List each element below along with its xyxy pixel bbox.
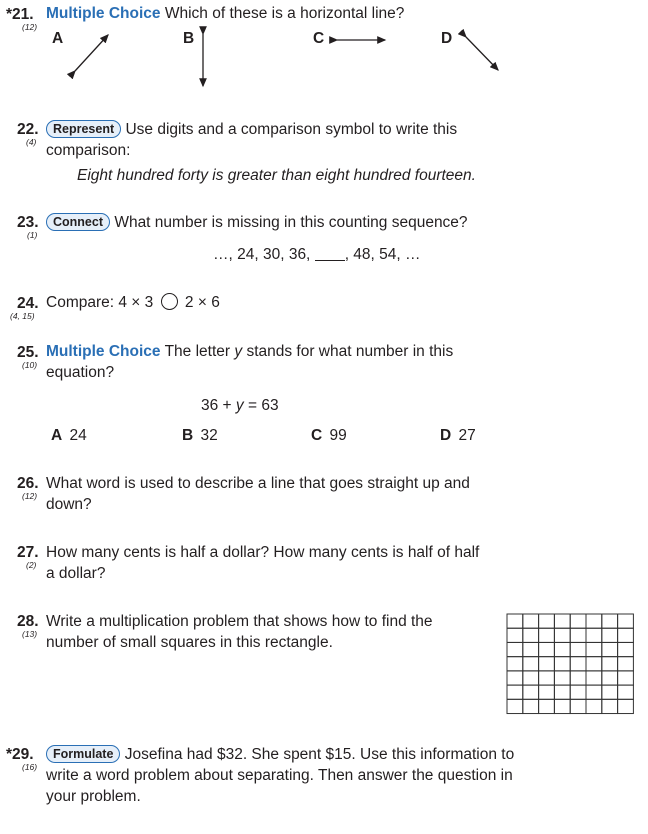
grid-square xyxy=(523,699,539,713)
choice-b-letter: B xyxy=(183,30,195,47)
grid-square xyxy=(618,614,634,628)
question-29-line3: your problem. xyxy=(46,788,141,805)
choice-c-letter: C xyxy=(313,30,325,47)
grid-square xyxy=(554,628,570,642)
question-26-line1: What word is used to describe a line that goes straight up and xyxy=(46,475,470,492)
grid-square xyxy=(507,628,523,642)
grid-square xyxy=(523,671,539,685)
grid-square xyxy=(523,685,539,699)
choice-a-letter: A xyxy=(52,30,64,47)
grid-square xyxy=(602,699,618,713)
question-24-prompt: Compare: 4 × 3 2 × 6 xyxy=(46,294,220,311)
grid-square xyxy=(586,671,602,685)
question-29-line2: write a word problem about separating. Then answer the question in xyxy=(46,767,513,784)
choice-a[interactable]: A 24 xyxy=(51,427,87,444)
question-23-number: 23. xyxy=(17,214,39,231)
grid-square xyxy=(507,685,523,699)
question-29-number: *29. xyxy=(6,746,34,763)
choice-d[interactable]: D 27 xyxy=(440,427,476,444)
choice-d-letter: D xyxy=(441,30,453,47)
grid-square xyxy=(618,628,634,642)
question-26-reference: (12) xyxy=(22,491,38,501)
grid-square xyxy=(602,628,618,642)
question-28-reference: (13) xyxy=(22,629,38,639)
question-24-number: 24. xyxy=(17,295,39,312)
question-26-number: 26. xyxy=(17,475,39,492)
question-22-line2: comparison: xyxy=(46,142,131,159)
grid-square xyxy=(586,628,602,642)
question-25-line1: Multiple Choice The letter y stands for what number in this xyxy=(46,343,454,360)
grid-square xyxy=(539,657,555,671)
grid-square xyxy=(554,685,570,699)
question-21-reference: (12) xyxy=(22,22,38,32)
line-figures xyxy=(0,0,648,100)
question-25-number: 25. xyxy=(17,344,39,361)
choice-b[interactable]: B 32 xyxy=(182,427,218,444)
connect-badge: Connect xyxy=(46,213,110,231)
grid-square xyxy=(586,642,602,656)
grid-square xyxy=(586,699,602,713)
grid-square xyxy=(618,657,634,671)
grid-square xyxy=(602,657,618,671)
counting-sequence: …, 24, 30, 36, , 48, 54, … xyxy=(213,246,421,263)
question-22-line1: Represent Use digits and a comparison symbol to write this xyxy=(46,120,457,140)
grid-square xyxy=(618,642,634,656)
grid-square xyxy=(586,614,602,628)
diagonal-line-d xyxy=(466,37,498,70)
question-22-statement: Eight hundred forty is greater than eight hundred fourteen. xyxy=(77,167,476,184)
multiple-choice-label: Multiple Choice xyxy=(46,5,161,22)
question-28-line2: number of small squares in this rectangle. xyxy=(46,634,333,651)
question-26-line2: down? xyxy=(46,496,92,513)
question-25-reference: (10) xyxy=(22,360,38,370)
choice-c[interactable]: C 99 xyxy=(311,427,347,444)
grid-square xyxy=(554,614,570,628)
grid-square xyxy=(570,628,586,642)
grid-square xyxy=(507,699,523,713)
grid-square xyxy=(507,671,523,685)
grid-square xyxy=(507,657,523,671)
grid-square xyxy=(523,642,539,656)
grid-square xyxy=(586,657,602,671)
grid-square xyxy=(539,614,555,628)
grid-square xyxy=(602,671,618,685)
question-25-line2: equation? xyxy=(46,364,115,381)
question-27-line1: How many cents is half a dollar? How many cents is half of half xyxy=(46,544,480,561)
grid-square xyxy=(523,628,539,642)
grid-square xyxy=(539,628,555,642)
question-24-reference: (4, 15) xyxy=(10,311,35,321)
grid-square xyxy=(554,671,570,685)
grid-square xyxy=(539,685,555,699)
grid-square xyxy=(570,685,586,699)
grid-square xyxy=(523,657,539,671)
grid-square xyxy=(602,642,618,656)
question-28-number: 28. xyxy=(17,613,39,630)
grid-square xyxy=(539,671,555,685)
grid-square xyxy=(618,685,634,699)
comparison-circle[interactable] xyxy=(161,293,178,310)
grid-square xyxy=(554,642,570,656)
diagonal-line-a xyxy=(75,35,108,71)
equation: 36 + y = 63 xyxy=(201,397,279,414)
question-21-number: *21. xyxy=(6,6,34,23)
grid-square xyxy=(618,699,634,713)
grid-square xyxy=(570,671,586,685)
grid-square xyxy=(602,614,618,628)
question-29-reference: (16) xyxy=(22,762,38,772)
grid-square xyxy=(602,685,618,699)
grid-square xyxy=(586,685,602,699)
grid-square xyxy=(554,657,570,671)
grid-square xyxy=(570,614,586,628)
question-27-reference: (2) xyxy=(26,560,37,570)
question-22-reference: (4) xyxy=(26,137,37,147)
grid-square xyxy=(554,699,570,713)
question-23-reference: (1) xyxy=(27,230,38,240)
grid-square xyxy=(523,614,539,628)
question-21-text: Which of these is a horizontal line? xyxy=(164,5,405,22)
grid-square xyxy=(570,657,586,671)
question-29-line1: Formulate Josefina had $32. She spent $15. Use this information to xyxy=(46,745,514,765)
question-22-number: 22. xyxy=(17,121,39,138)
grid-square xyxy=(507,642,523,656)
grid-square xyxy=(570,642,586,656)
multiple-choice-label: Multiple Choice xyxy=(46,343,161,360)
grid-square xyxy=(539,699,555,713)
squares-rectangle xyxy=(506,613,636,713)
grid-square xyxy=(539,642,555,656)
question-23-prompt: Connect What number is missing in this counting sequence? xyxy=(46,213,468,233)
grid-square xyxy=(570,699,586,713)
answer-blank[interactable] xyxy=(315,247,345,261)
question-27-number: 27. xyxy=(17,544,39,561)
grid-square xyxy=(507,614,523,628)
grid-square xyxy=(618,671,634,685)
formulate-badge: Formulate xyxy=(46,745,120,763)
represent-badge: Represent xyxy=(46,120,121,138)
question-27-line2: a dollar? xyxy=(46,565,106,582)
question-28-line1: Write a multiplication problem that shows how to find the xyxy=(46,613,433,630)
